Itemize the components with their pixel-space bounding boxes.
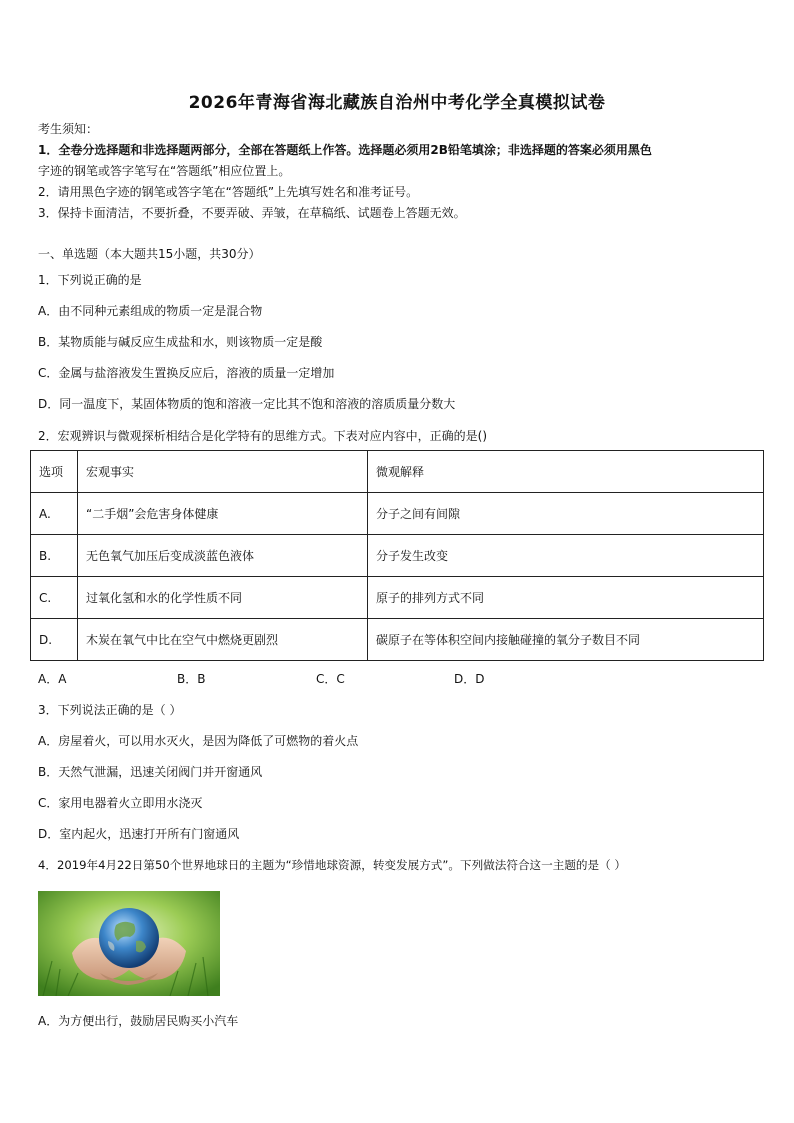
option-d: D．同一温度下，某固体物质的饱和溶液一定比其不饱和溶液的溶质质量分数大 [38, 397, 456, 411]
option-d: D．室内起火，迅速打开所有门窗通风 [38, 827, 240, 841]
table-cell: 无色氧气加压后变成淡蓝色液体 [78, 535, 368, 577]
notice-item: 字迹的钢笔或答字笔写在“答题纸”相应位置上。 [38, 164, 291, 178]
option-c: C．C [316, 672, 345, 686]
table-row [31, 493, 764, 535]
table-row [31, 535, 764, 577]
option-a: A．房屋着火，可以用水灭火，是因为降低了可燃物的着火点 [38, 734, 359, 748]
option-b: B．B [177, 672, 206, 686]
table-header-cell: 选项 [31, 451, 78, 493]
option-b: B．某物质能与碱反应生成盐和水，则该物质一定是酸 [38, 335, 323, 349]
section-heading: 一、单选题（本大题共15小题，共30分） [38, 247, 261, 261]
question-stem: 2．宏观辨识与微观探析相结合是化学特有的思维方式。下表对应内容中，正确的是() [38, 429, 488, 443]
table-cell: D. [31, 619, 78, 661]
table-cell: 分子之间有间隙 [368, 493, 764, 535]
option-a: A．由不同种元素组成的物质一定是混合物 [38, 304, 263, 318]
answer-table [30, 450, 764, 661]
question-stem: 1．下列说正确的是 [38, 273, 142, 287]
notice-item: 2．请用黑色字迹的钢笔或答字笔在“答题纸”上先填写姓名和准考证号。 [38, 185, 419, 199]
table-cell: 分子发生改变 [368, 535, 764, 577]
question-stem: 4．2019年4月22日第50个世界地球日的主题为“珍惜地球资源，转变发展方式”。下列做法符合这一主题的是（ ） [38, 858, 626, 872]
table-cell: B. [31, 535, 78, 577]
table-cell: 碳原子在等体积空间内接触碰撞的氧分子数目不同 [368, 619, 764, 661]
option-c: C．金属与盐溶液发生置换反应后，溶液的质量一定增加 [38, 366, 335, 380]
table-cell: 木炭在氧气中比在空气中燃烧更剧烈 [78, 619, 368, 661]
table-cell: 过氧化氢和水的化学性质不同 [78, 577, 368, 619]
table-cell: 原子的排列方式不同 [368, 577, 764, 619]
option-a: A．A [38, 672, 67, 686]
table-cell: C. [31, 577, 78, 619]
table-header-cell: 宏观事实 [78, 451, 368, 493]
option-d: D．D [454, 672, 485, 686]
notice-heading: 考生须知： [38, 122, 99, 136]
page-title: 2026年青海省海北藏族自治州中考化学全真模拟试卷 [188, 93, 606, 113]
question-stem: 3．下列说法正确的是（ ） [38, 703, 182, 717]
notice-item: 3．保持卡面清洁，不要折叠，不要弄破、弄皱，在草稿纸、试题卷上答题无效。 [38, 206, 466, 220]
notice-item: 1．全卷分选择题和非选择题两部分，全部在答题纸上作答。选择题必须用2B铅笔填涂；非选择题的答案必须用黑色 [38, 143, 652, 157]
table-header-row [31, 451, 764, 493]
table-row [31, 577, 764, 619]
earth-in-hands-photo [38, 891, 220, 996]
table-cell: “二手烟”会危害身体健康 [78, 493, 368, 535]
table-cell: A. [31, 493, 78, 535]
option-b: B．天然气泄漏，迅速关闭阀门并开窗通风 [38, 765, 263, 779]
table-header-cell: 微观解释 [368, 451, 764, 493]
option-c: C．家用电器着火立即用水浇灭 [38, 796, 203, 810]
option-a: A．为方便出行，鼓励居民购买小汽车 [38, 1014, 239, 1028]
table-row [31, 619, 764, 661]
